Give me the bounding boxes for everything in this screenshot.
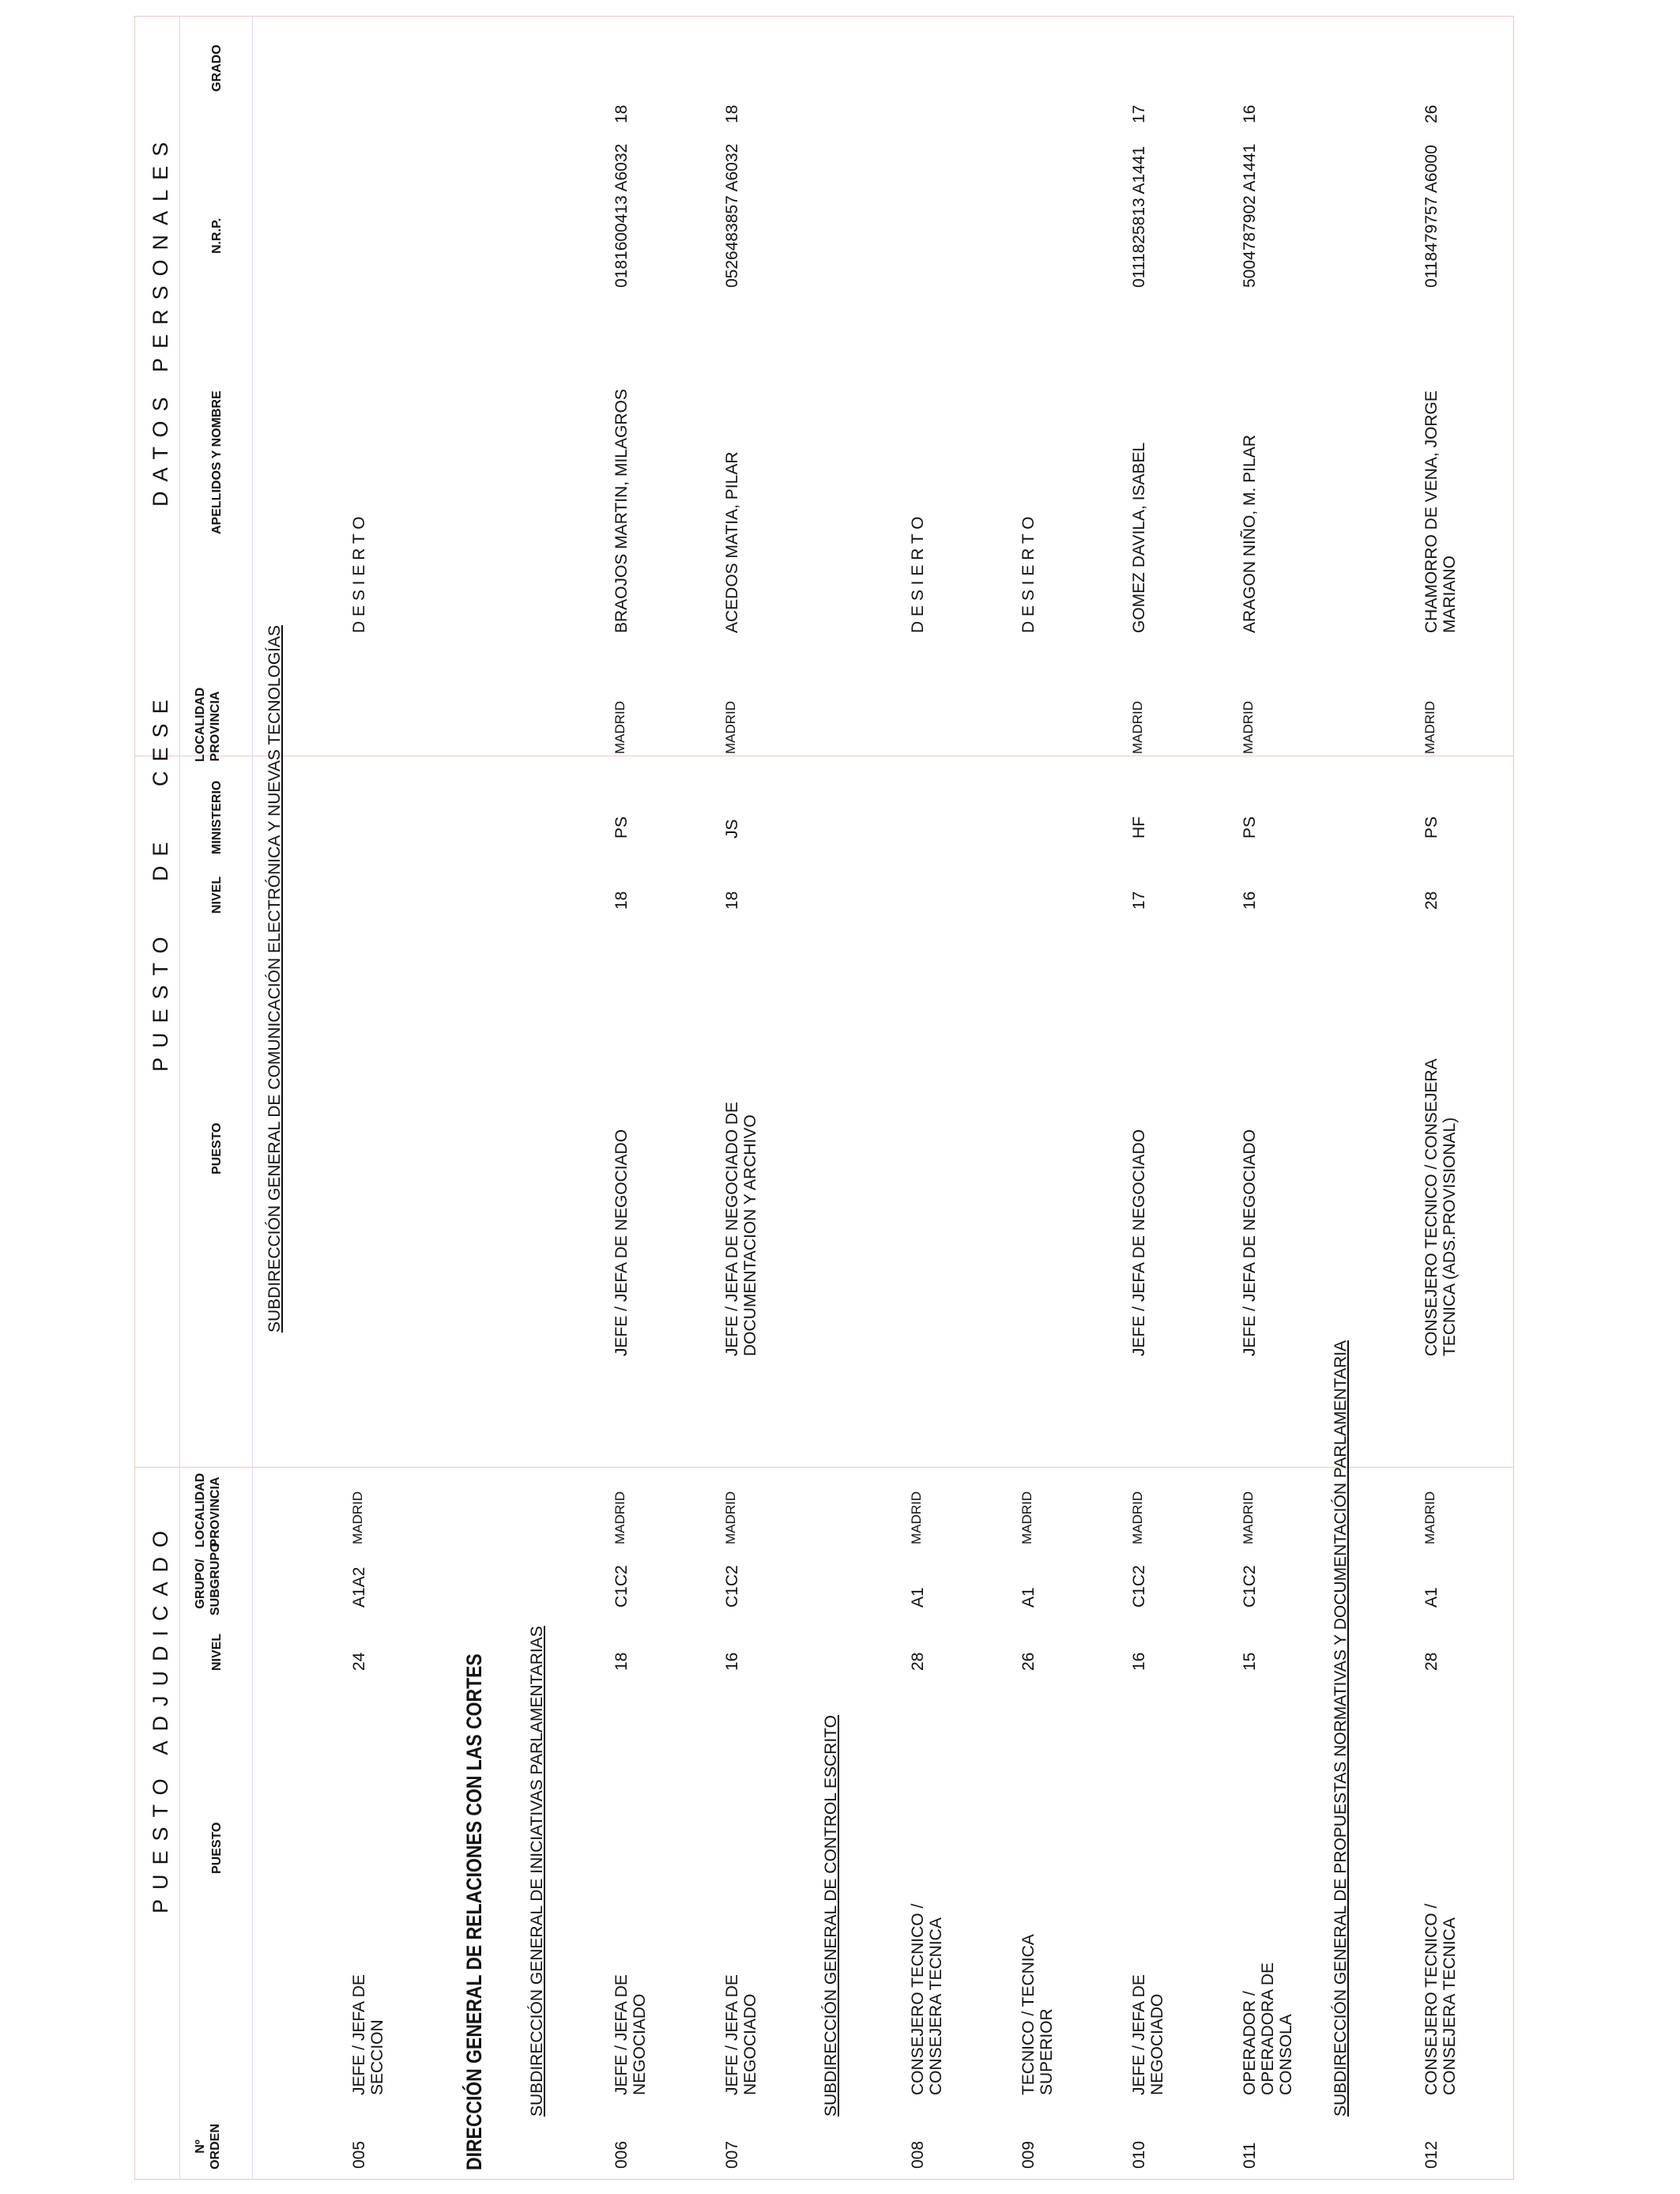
row-puesto: JEFE / JEFA DE NEGOCIADO bbox=[1130, 1974, 1166, 2095]
row-orden: 008 bbox=[909, 2140, 927, 2169]
row-cese-nivel: 18 bbox=[612, 891, 631, 910]
col-header-cese-nivel: NIVEL bbox=[210, 876, 224, 914]
row-cese-localidad: MADRID bbox=[1130, 700, 1145, 754]
row-cese-puesto: CONSEJERO TECNICO / CONSEJERA TECNICA (ADS.PROVISIONAL) bbox=[1422, 1059, 1459, 1356]
row-localidad: MADRID bbox=[1019, 1491, 1034, 1544]
row-grupo: C1C2 bbox=[1241, 1565, 1259, 1608]
col-header-nrp: N.R.P. bbox=[210, 217, 224, 254]
row-ministerio: PS bbox=[612, 816, 631, 839]
row-ministerio: PS bbox=[1241, 816, 1259, 839]
row-nivel: 16 bbox=[723, 1652, 741, 1671]
row-ministerio: HF bbox=[1130, 816, 1148, 839]
row-orden: 011 bbox=[1241, 2142, 1259, 2169]
row-nivel: 24 bbox=[350, 1652, 368, 1671]
row-puesto: JEFE / JEFA DE SECCION bbox=[350, 1974, 386, 2095]
row-orden: 007 bbox=[723, 2140, 741, 2169]
row-nivel: 16 bbox=[1130, 1652, 1148, 1671]
row-cese-puesto: JEFE / JEFA DE NEGOCIADO DE DOCUMENTACION Y ARCHIVO bbox=[723, 1101, 759, 1356]
row-cese-puesto: JEFE / JEFA DE NEGOCIADO bbox=[612, 1129, 631, 1356]
row-ministerio: JS bbox=[723, 819, 741, 839]
col-header-grupo: GRUPO/ SUBGRUPO bbox=[194, 1542, 222, 1615]
row-localidad: MADRID bbox=[350, 1491, 365, 1544]
row-nivel: 26 bbox=[1019, 1652, 1038, 1671]
row-orden: 006 bbox=[612, 2140, 631, 2169]
section-title-datos-personales: DATOS PERSONALES bbox=[149, 132, 172, 507]
row-grupo: A1 bbox=[909, 1587, 927, 1608]
header-divider bbox=[179, 17, 180, 2179]
row-puesto: OPERADOR / OPERADORA DE CONSOLA bbox=[1241, 1962, 1295, 2095]
row-cese-localidad: MADRID bbox=[612, 700, 627, 754]
row-orden: 012 bbox=[1422, 2140, 1441, 2169]
row-cese-puesto: JEFE / JEFA DE NEGOCIADO bbox=[1241, 1129, 1259, 1356]
row-puesto: JEFE / JEFA DE NEGOCIADO bbox=[612, 1974, 649, 2095]
row-nrp: 0111825813 A1441 bbox=[1130, 145, 1148, 288]
row-grupo: A1 bbox=[1019, 1587, 1038, 1608]
row-localidad: MADRID bbox=[1241, 1491, 1256, 1544]
col-header-grado: GRADO bbox=[210, 44, 224, 92]
row-localidad: MADRID bbox=[1422, 1491, 1437, 1544]
row-cese-puesto: JEFE / JEFA DE NEGOCIADO bbox=[1130, 1129, 1148, 1356]
row-grupo: C1C2 bbox=[1130, 1565, 1148, 1608]
row-cese-nivel: 18 bbox=[723, 891, 741, 910]
row-cese-nivel: 28 bbox=[1422, 891, 1441, 910]
row-puesto: TECNICO / TECNICA SUPERIOR bbox=[1019, 1935, 1056, 2095]
subheading-comunicacion: SUBDIRECCIÓN GENERAL DE COMUNICACIÓN ELECTRÓNICA Y NUEVAS TECNOLOGÍAS bbox=[266, 624, 284, 1333]
row-orden: 010 bbox=[1130, 2140, 1148, 2169]
row-localidad: MADRID bbox=[723, 1491, 738, 1544]
row-orden: 005 bbox=[350, 2140, 368, 2169]
row-cese-localidad: MADRID bbox=[723, 700, 738, 754]
row-cese-nivel: 17 bbox=[1130, 891, 1148, 910]
row-grado: 16 bbox=[1241, 104, 1259, 123]
row-puesto: JEFE / JEFA DE NEGOCIADO bbox=[723, 1974, 759, 2095]
row-nivel: 18 bbox=[612, 1652, 631, 1671]
row-grupo: C1C2 bbox=[612, 1565, 631, 1608]
row-apellidos: D E S I E R T O bbox=[1019, 516, 1038, 633]
row-grado: 17 bbox=[1130, 104, 1148, 123]
section-divider bbox=[135, 1467, 1513, 1468]
row-apellidos: BRAOJOS MARTIN, MILAGROS bbox=[612, 389, 631, 633]
row-localidad: MADRID bbox=[612, 1491, 627, 1544]
row-grupo: C1C2 bbox=[723, 1565, 741, 1608]
row-apellidos: ACEDOS MATIA, PILAR bbox=[723, 451, 741, 633]
row-apellidos: GOMEZ DAVILA, ISABEL bbox=[1130, 442, 1148, 633]
row-ministerio: PS bbox=[1422, 816, 1441, 839]
col-header-puesto: PUESTO bbox=[210, 1822, 224, 1874]
row-nrp: 0181600413 A6032 bbox=[612, 143, 631, 288]
section-title-puesto-adjudicado: PUESTO ADJUDICADO bbox=[149, 1521, 172, 1913]
row-apellidos: ARAGON NIÑO, M. PILAR bbox=[1241, 435, 1259, 633]
row-cese-localidad: MADRID bbox=[1422, 700, 1437, 754]
row-localidad: MADRID bbox=[909, 1491, 924, 1544]
row-nivel: 28 bbox=[909, 1652, 927, 1671]
row-localidad: MADRID bbox=[1130, 1491, 1145, 1544]
heading-direccion-relaciones: DIRECCIÓN GENERAL DE RELACIONES CON LAS CORTES bbox=[462, 1653, 486, 2170]
row-grupo: A1 bbox=[1422, 1587, 1441, 1608]
col-header-cese-puesto: PUESTO bbox=[210, 1122, 224, 1174]
subheading-propuestas: SUBDIRECCIÓN GENERAL DE PROPUESTAS NORMATIVAS Y DOCUMENTACIÓN PARLAMENTARIA bbox=[1332, 1340, 1350, 2117]
col-header-localidad: LOCALIDAD PROVINCIA bbox=[194, 1472, 222, 1547]
row-cese-nivel: 16 bbox=[1241, 891, 1259, 910]
row-grado: 26 bbox=[1422, 104, 1441, 123]
header-divider bbox=[252, 17, 253, 2179]
row-grupo: A1A2 bbox=[350, 1566, 368, 1608]
col-header-cese-localidad: LOCALIDAD PROVINCIA bbox=[194, 687, 222, 762]
subheading-control-escrito: SUBDIRECCIÓN GENERAL DE CONTROL ESCRITO bbox=[822, 1715, 840, 2117]
subheading-iniciativas: SUBDIRECCIÓN GENERAL DE INICIATIVAS PARLAMENTARIAS bbox=[528, 1626, 546, 2117]
col-header-apellidos: APELLIDOS Y NOMBRE bbox=[210, 390, 224, 534]
row-puesto: CONSEJERO TECNICO / CONSEJERA TECNICA bbox=[909, 1903, 945, 2095]
row-grado: 18 bbox=[612, 104, 631, 123]
row-grado: 18 bbox=[723, 104, 741, 123]
row-orden: 009 bbox=[1019, 2140, 1038, 2169]
row-apellidos: D E S I E R T O bbox=[350, 516, 368, 633]
row-puesto: CONSEJERO TECNICO / CONSEJERA TECNICA bbox=[1422, 1903, 1459, 2095]
row-cese-localidad: MADRID bbox=[1241, 700, 1256, 754]
col-header-ministerio: MINISTERIO bbox=[210, 780, 224, 854]
row-nivel: 28 bbox=[1422, 1652, 1441, 1671]
row-apellidos: CHAMORRO DE VENA, JORGE MARIANO bbox=[1422, 390, 1459, 633]
col-header-orden: Nº ORDEN bbox=[194, 2124, 222, 2169]
row-nrp: 5004787902 A1441 bbox=[1241, 143, 1259, 288]
row-nrp: 0118479757 A6000 bbox=[1422, 145, 1441, 288]
col-header-nivel: NIVEL bbox=[210, 1633, 224, 1671]
row-apellidos: D E S I E R T O bbox=[909, 516, 927, 633]
row-nrp: 0526483857 A6032 bbox=[723, 143, 741, 288]
row-nivel: 15 bbox=[1241, 1652, 1259, 1671]
section-title-puesto-cese: PUESTO DE CESE bbox=[149, 690, 172, 1072]
